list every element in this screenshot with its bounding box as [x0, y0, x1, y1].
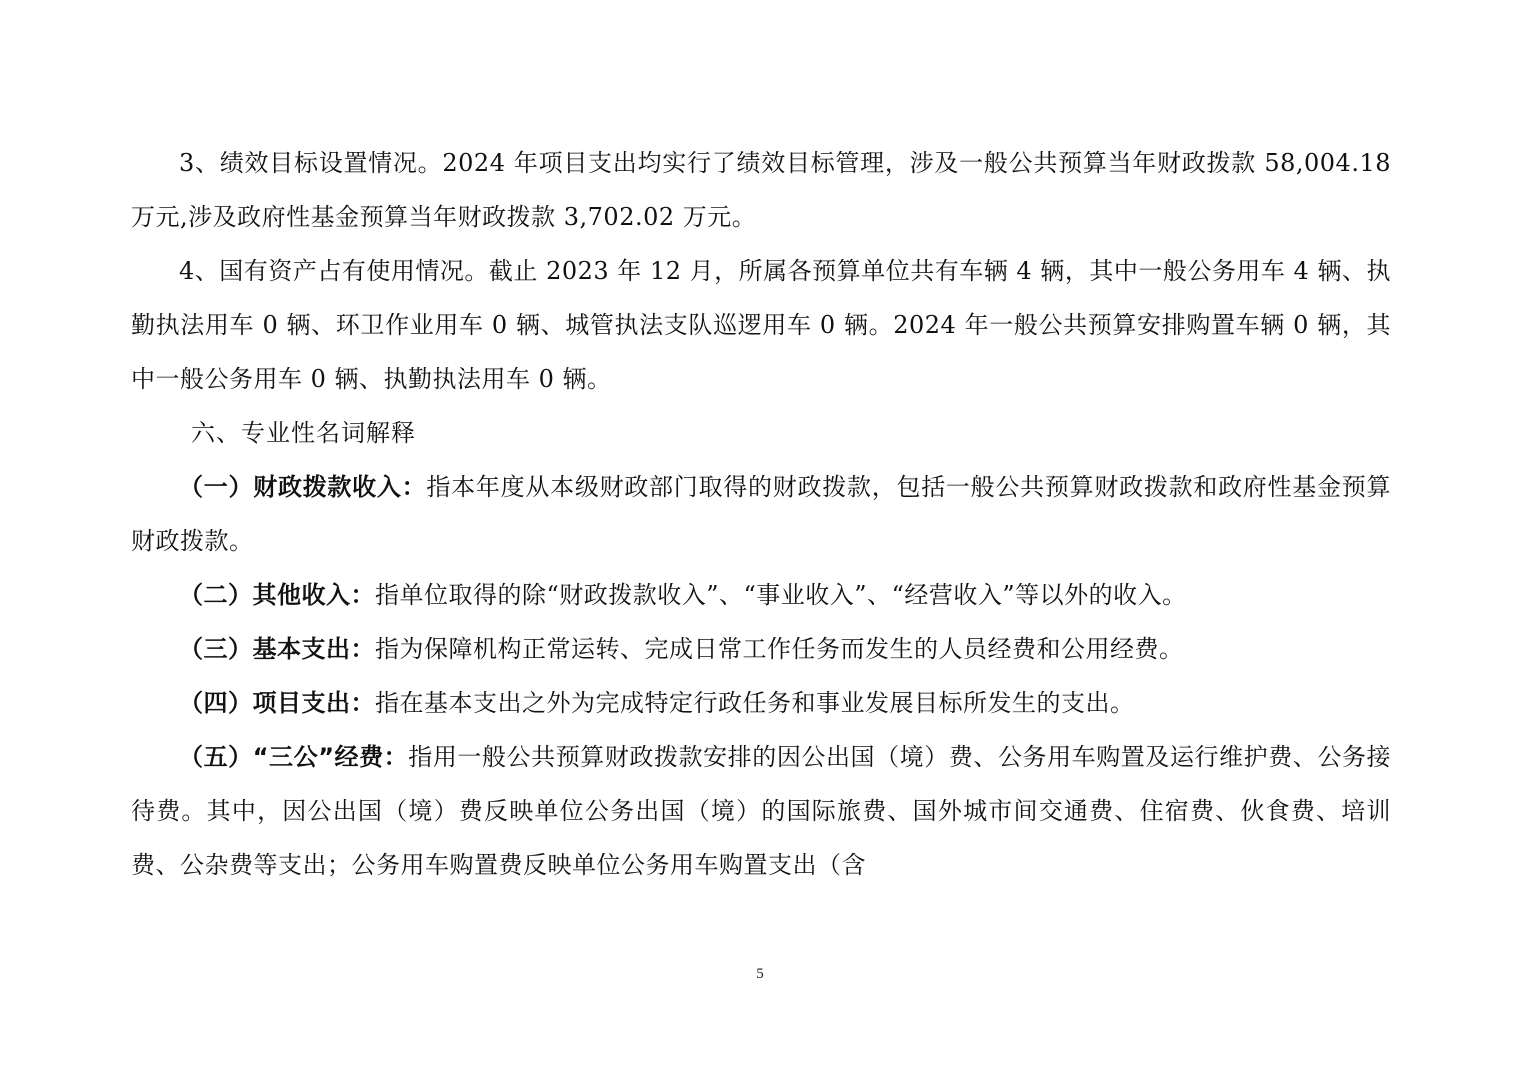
paragraph-performance-targets: 3、绩效目标设置情况。2024 年项目支出均实行了绩效目标管理，涉及一般公共预算当年财政拨款 58,004.18 万元,涉及政府性基金预算当年财政拨款 3,702.02 万元。 — [131, 149, 1391, 231]
definition-text: 指用一般公共预算财政拨款安排的因公出国（境）费、公务用车购置及运行维护费、公务接待费。其中，因公出国（境）费反映单位公务出国（境）的国际旅费、国外城市间交通费、住宿费、伙食费、培训费、公杂费等支出；公务用车购置费反映单位公务用车购置支出（含 — [131, 743, 1392, 879]
section-heading: 六、专业性名词解释 — [191, 419, 416, 447]
definition-text: 指本年度从本级财政部门取得的财政拨款，包括一般公共预算财政拨款和政府性基金预算财政拨款。 — [131, 473, 1392, 555]
page-number: 5 — [756, 966, 764, 982]
definition-basic-expenditure — [131, 622, 1391, 676]
definition-text: 指为保障机构正常运转、完成日常工作任务而发生的人员经费和公用经费。 — [375, 635, 1184, 663]
definition-text: 指单位取得的除“财政拨款收入”、“事业收入”、“经营收入”等以外的收入。 — [375, 581, 1187, 609]
definition-other-income — [131, 568, 1391, 622]
definition-three-public-expenses — [131, 730, 1391, 892]
definition-fiscal-appropriation-income — [131, 460, 1391, 568]
definition-project-expenditure — [131, 676, 1391, 730]
definition-term: （三）基本支出： — [179, 635, 375, 663]
definition-term: （一）财政拨款收入： — [179, 473, 427, 501]
document-body — [131, 136, 1391, 892]
definition-term: （五）“三公”经费： — [179, 743, 409, 771]
paragraph-state-assets: 4、国有资产占有使用情况。截止 2023 年 12 月，所属各预算单位共有车辆 4 辆，其中一般公务用车 4 辆、执勤执法用车 0 辆、环卫作业用车 0 辆、城管执法支队巡逻用车 0 辆。2024 年一般公共预算安排购置车辆 0 辆，其中一般公务用车 0 辆、执勤执法用车 0 辆。 — [131, 257, 1391, 393]
definition-term: （二）其他收入： — [179, 581, 375, 609]
definition-term: （四）项目支出： — [179, 689, 375, 717]
definition-text: 指在基本支出之外为完成特定行政任务和事业发展目标所发生的支出。 — [375, 689, 1135, 717]
